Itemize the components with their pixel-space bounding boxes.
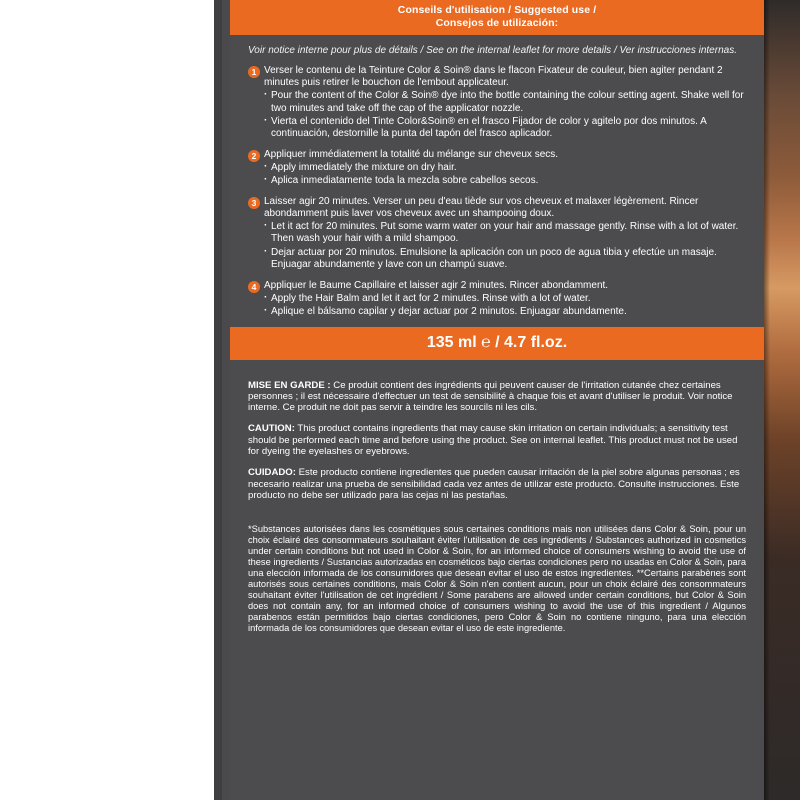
warning-es-title: CUIDADO: [248, 467, 296, 479]
step-line-en: · Let it act for 20 minutes. Put some warm water on your hair and massage gently. Rinse with a lot of water. Then wash your hair with a mild shampoo. [264, 221, 746, 245]
leaflet-note: Voir notice interne pour plus de détails / See on the internal leaflet for more details / Ver instrucciones internas. [248, 45, 737, 56]
net-volume-bar: 135 ml ℮ / 4.7 fl.oz. [230, 327, 764, 360]
warnings-section [230, 360, 764, 518]
step-number-badge: 3 [248, 197, 260, 209]
warning-es-text: Este producto contiene ingredientes que pueden causar irritación de la piel sobre algunas personas ; es necesario realizar una prueba de sensibilidad cada vez antes de utilizar este producto. Consulte instrucciones. Este producto no debe ser utilizado para las cejas ni las pestañas. [248, 467, 740, 502]
product-photo-sliver [764, 0, 800, 800]
step-line-en: · Apply immediately the mixture on dry hair. [264, 162, 746, 174]
warning-en-title: CAUTION: [248, 423, 295, 435]
instruction-step [248, 196, 746, 271]
step-number-badge: 1 [248, 66, 260, 78]
step-line-fr: Appliquer immédiatement la totalité du mélange sur cheveux secs. [264, 148, 559, 160]
step-line-fr: Verser le contenu de la Teinture Color & Soin® dans le flacon Fixateur de couleur, bien agiter pendant 2 minutes puis retirer le bouchon de l'embout applicateur. [264, 65, 723, 89]
instructions-content [230, 35, 764, 318]
step-line-es: · Aplica inmediatamente toda la mezcla sobre cabellos secos. [264, 175, 746, 187]
warning-en [248, 423, 746, 457]
instruction-step [248, 65, 746, 140]
warning-fr [248, 380, 746, 414]
warning-fr-title: MISE EN GARDE : [248, 379, 331, 391]
step-line-es: · Vierta el contenido del Tinte Color&Soin® en el frasco Fijador de color y agitelo por dos minutos. A continuación, destornille la punta del tapón del frasco aplicador. [264, 116, 746, 140]
warning-es [248, 467, 746, 501]
instruction-step [248, 280, 746, 318]
suggested-use-header [230, 0, 764, 35]
instruction-step [248, 149, 746, 187]
carton-left-fold-inner [222, 0, 230, 800]
warning-fr-text: Ce produit contient des ingrédients qui peuvent causer de l'irritation cutanée chez certaines personnes ; il est nécessaire d'effectuer un test de sensibilité à chaque fois et avant d'utiliser le produit. Voir notice interne. Ce produit ne doit pas servir à teindre les sourcils ni les cils. [248, 379, 733, 414]
step-line-en: · Apply the Hair Balm and let it act for 2 minutes. Rinse with a lot of water. [264, 293, 746, 305]
step-number-badge: 4 [248, 281, 260, 293]
step-number-badge: 2 [248, 150, 260, 162]
step-line-fr: Appliquer le Baume Capillaire et laisser agir 2 minutes. Rincer abondamment. [264, 279, 609, 291]
suggested-use-header-line2: Consejos de utilización: [435, 17, 559, 29]
step-line-fr: Laisser agir 20 minutes. Verser un peu d'eau tiède sur vos cheveux et malaxer légèrement. Rincer abondamment puis laver vos cheveux avec un shampooing doux. [264, 196, 699, 220]
ingredient-footnotes: *Substances autorisées dans les cosmétiques sous certaines conditions mais non utilisées dans Color & Soin, pour un choix éclairé des consommateurs souhaitant éviter l'utilisation de ces ingrédients / Substances authorized in cosmetics under certain conditions but not used in Color & Soin, for an informed choice of consumers wishing to avoid the use of these ingredients / Sustancias autorizadas en cosméticos bajo ciertas condiciones pero no usadas en Color & Soin, para una elección informada de los consumidores que desean evitar el uso de estos ingredientes. **Certains parabènes sont autorisés sous certaines conditions, mais Color & Soin n'en contient aucun, pour un choix éclairé des consommateurs souhaitant éviter l'utilisation de cet ingrédient / Some parabens are allowed under certain conditions, but Color & Soin does not contain any, for an informed choice of consumers wishing to avoid the use of this ingredient / Algunos parabenos están permitidos bajo ciertas condiciones, pero Color & Soin no contiene ninguno, para una elección informada de los consumidores que desean evitar el uso de este ingrediente. [248, 524, 746, 634]
suggested-use-header-line1: Conseils d'utilisation / Suggested use / [397, 4, 597, 16]
step-line-en: · Pour the content of the Color & Soin® dye into the bottle containing the colour setting agent. Shake well for two minutes and take off the cap of the applicator nozzle. [264, 90, 746, 114]
instructions-panel [230, 0, 764, 800]
warning-en-text: This product contains ingredients that may cause skin irritation on certain individuals; a sensitivity test should be performed each time and before using the product. See on internal leaflet. This product must not be used for dyeing the eyelashes or eyebrows. [248, 423, 738, 458]
step-line-es: · Aplique el bálsamo capilar y dejar actuar por 2 minutos. Enjuagar abundamente. [264, 306, 746, 318]
step-line-es: · Dejar actuar por 20 minutos. Emulsione la aplicación con un poco de agua tibia y efectúe un masaje. Enjuagar abundamente y lave con un champú suave. [264, 247, 746, 271]
